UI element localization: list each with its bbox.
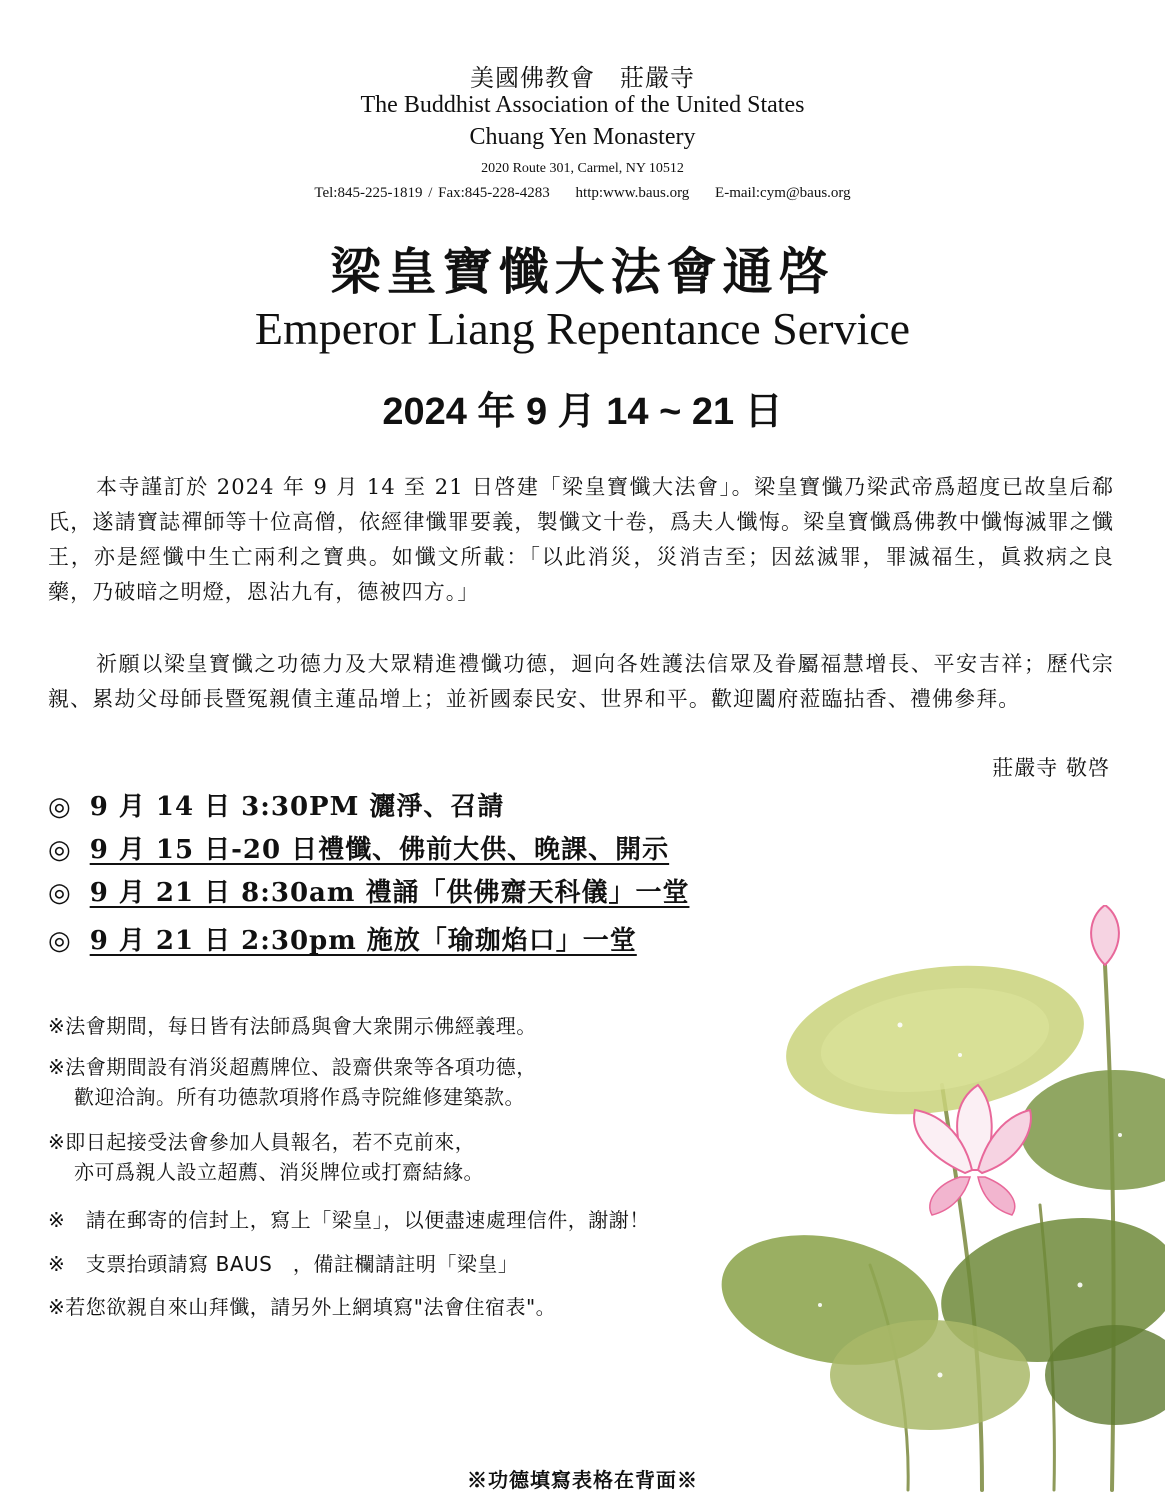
- footer-note: ※功德填寫表格在背面※: [467, 1468, 698, 1492]
- note-item: ※即日起接受法會參加人員報名，若不克前來， 亦可爲親人設立超薦、消災牌位或打齋結緣。: [48, 1130, 484, 1184]
- note-item: ※法會期間設有消災超薦牌位、設齋供衆等各項功德， 歡迎洽詢。所有功德款項將作爲寺院維修建築款。: [48, 1055, 537, 1109]
- signature: 莊嚴寺 敬啓: [992, 756, 1110, 780]
- tel-fax: Tel:845-225-1819 / Fax:845-228-4283: [314, 185, 550, 201]
- monastery-name: Chuang Yen Monastery: [469, 124, 696, 150]
- contact-line: [0, 185, 1165, 202]
- org-name-english: The Buddhist Association of the United States: [360, 92, 805, 118]
- schedule-item: ◎ 9 月 15 日-20 日禮懺、佛前大供、晚課、開示: [48, 835, 670, 865]
- schedule-item: ◎ 9 月 14 日 3:30PM 灑淨、召請: [48, 792, 505, 822]
- address: 2020 Route 301, Carmel, NY 10512: [481, 161, 684, 176]
- schedule-item: ◎ 9 月 21 日 2:30pm 施放「瑜珈焰口」一堂: [48, 926, 637, 956]
- note-item: ※ 支票抬頭請寫 BAUS ，備註欄請註明「梁皇」: [48, 1252, 519, 1276]
- lotus-illustration: [720, 905, 1165, 1495]
- note-item: ※ 請在郵寄的信封上，寫上「梁皇」，以便盡速處理信件，謝謝！: [48, 1208, 650, 1232]
- dedication-paragraph: 祈願以梁皇寶懺之功德力及大眾精進禮懺功德，迴向各姓護法信眾及眷屬福慧增長、平安吉祥；歷代宗親、累劫父母師長暨冤親債主蓮品增上；並祈國泰民安、世界和平。歡迎闔府蒞臨拈香、禮佛參拜。: [48, 652, 1114, 711]
- lotus-leaf: [830, 1320, 1030, 1430]
- intro-paragraph: 本寺謹訂於 2024 年 9 月 14 至 21 日啓建「梁皇寶懺大法會」。梁皇寶懺乃梁武帝爲超度已故皇后郗氏，遂請寶誌禪師等十位高僧，依經律懺罪要義，製懺文十卷，爲夫人懺悔。梁皇寶懺爲佛教中懺悔滅罪之懺王，亦是經懺中生亡兩利之寶典。如懺文所載：「以此消災，災消吉至；因兹滅罪，罪滅福生，眞救病之良藥，乃破暗之明燈，恩沾九有，德被四方。」: [48, 475, 1114, 604]
- email-link[interactable]: E-mail:cym@baus.org: [715, 185, 851, 201]
- org-name-chinese: 美國佛教會 莊嚴寺: [470, 64, 695, 92]
- lotus-bud: [1091, 905, 1119, 965]
- title-english: Emperor Liang Repentance Service: [254, 303, 911, 354]
- bullet-circle-icon: ◎: [48, 792, 72, 822]
- note-item: ※法會期間，每日皆有法師爲與會大衆開示佛經義理。: [48, 1014, 537, 1038]
- note-item: ※若您欲親自來山拜懺，請另外上網填寫"法會住宿表"。: [48, 1295, 557, 1319]
- bullet-circle-icon: ◎: [48, 835, 72, 865]
- bullet-circle-icon: ◎: [48, 926, 72, 956]
- schedule-item: ◎ 9 月 21 日 8:30am 禮誦「供佛齋天科儀」一堂: [48, 878, 690, 908]
- bullet-circle-icon: ◎: [48, 878, 72, 908]
- event-date: 2024 年 9 月 14 ~ 21 日: [382, 391, 783, 433]
- website-link[interactable]: http:www.baus.org: [575, 185, 690, 201]
- title-chinese: 梁皇寶懺大法會通啓: [330, 242, 835, 301]
- lotus-leaf: [1020, 1070, 1165, 1190]
